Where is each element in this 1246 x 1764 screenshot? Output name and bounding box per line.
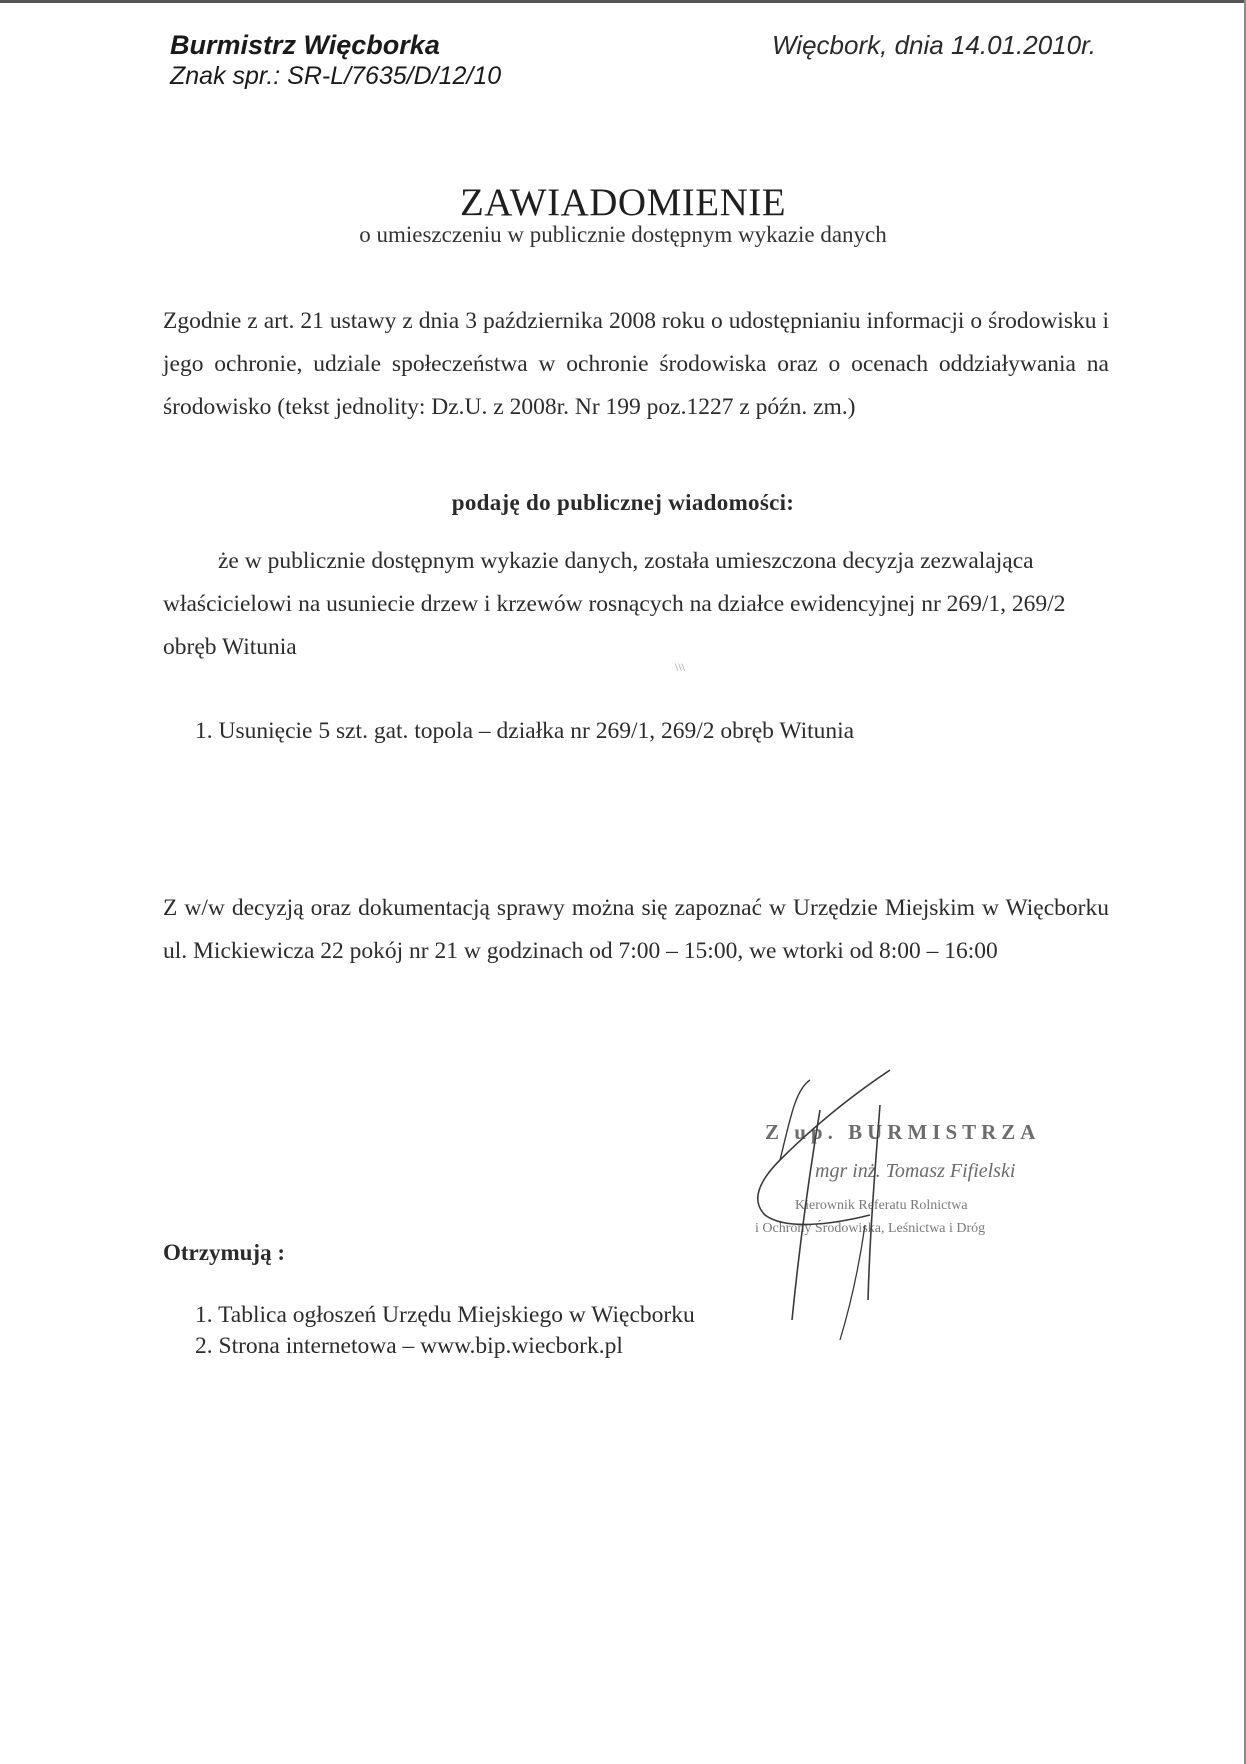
recipient-item: 2. Strona internetowa – www.bip.wiecbork.pl [195,1333,623,1359]
decision-item: 1. Usunięcie 5 szt. gat. topola – działka nr 269/1, 269/2 obręb Witunia [195,718,855,744]
contact-paragraph: Z w/w decyzją oraz dokumentacją sprawy można się zapoznać w Urzędzie Miejskim w Więcborku ul. Mickiewicza 22 pokój nr 21 w godzinach od 7:00 – 15:00, we wtorki od 8:00 – 16:00 [163,895,1109,964]
document-subtitle: o umieszczeniu w publicznie dostępnym wykazie danych [359,222,887,247]
announcement-heading: podaję do publicznej wiadomości: [451,490,795,515]
recipients-list [195,1300,695,1362]
document-title: ZAWIADOMIENIE [459,181,787,224]
legal-basis-paragraph: Zgodnie z art. 21 ustawy z dnia 3 października 2008 roku o udostępnianiu informacji o środowisku i jego ochronie, udziale społeczeństwa w ochronie środowiska oraz o ocenach oddziaływania na środowisko (tekst jednolity: Dz.U. z 2008r. Nr 199 poz.1227 z późn. zm.) [163,308,1109,420]
recipient-item: 1. Tablica ogłoszeń Urzędu Miejskiego w Więcborku [195,1302,695,1328]
stamp-name: mgr inż. Tomasz Fifielski [815,1160,1016,1182]
handwritten-signature [740,1050,1000,1350]
scan-speck: \\\ [675,660,686,674]
place-and-date: Więcbork, dnia 14.01.2010r. [772,30,1096,60]
decision-paragraph [163,540,1109,669]
case-number: Znak spr.: SR-L/7635/D/12/10 [170,62,502,90]
stamp-role-line2: i Ochrony Środowiska, Leśnictwa i Dróg [755,1221,986,1236]
issuing-authority: Burmistrz Więcborka [170,30,440,60]
recipients-heading: Otrzymują : [163,1240,285,1265]
scan-top-border [0,0,1246,3]
stamp-role-line1: Kierownik Referatu Rolnictwa [795,1198,968,1213]
decision-text: że w publicznie dostępnym wykazie danych, została umieszczona decyzja zezwalająca właścicielowi na usuniecie drzew i krzewów rosnących na działce ewidencyjnej nr 269/1, 269/2 obręb Witunia [163,548,1066,660]
stamp-title: Z up. BURMISTRZA [765,1120,1041,1144]
